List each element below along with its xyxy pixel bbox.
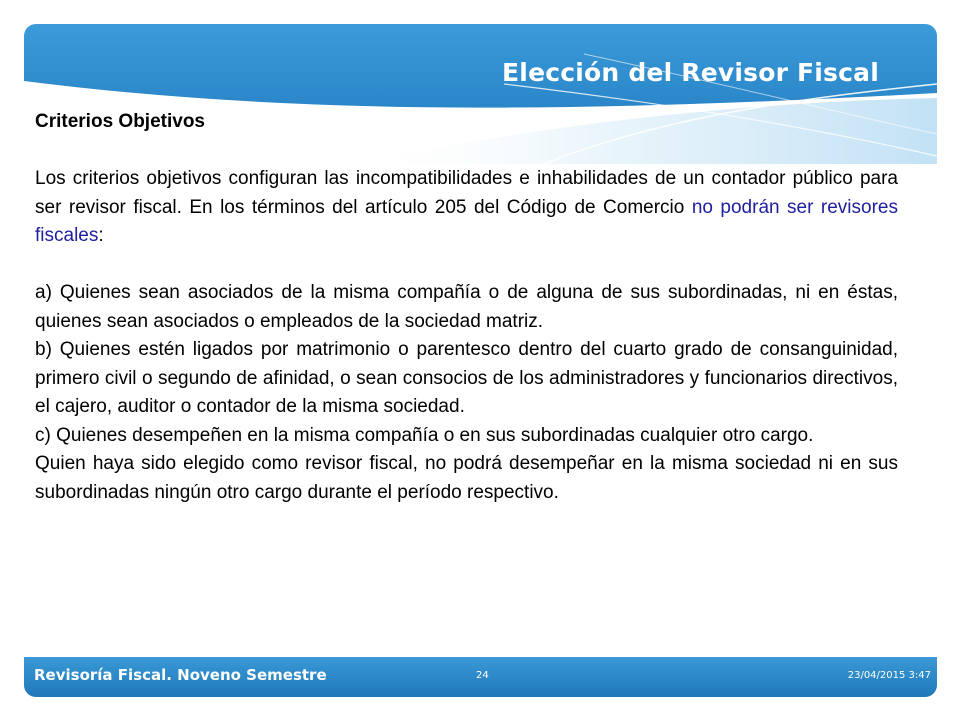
page-title: Elección del Revisor Fiscal <box>502 58 879 87</box>
item-c-paragraph: c) Quienes desempeñen en la misma compañía o en sus subordinadas cualquier otro cargo. <box>35 424 814 446</box>
footer-course-label: Revisoría Fiscal. Noveno Semestre <box>34 666 327 684</box>
intro-paragraph <box>35 165 898 251</box>
footer-date: 23/04/2015 3:47 <box>847 670 931 681</box>
footer-page-number: 24 <box>476 670 489 681</box>
item-a-paragraph: a) Quienes sean asociados de la misma compañía o de alguna de sus subordinadas, ni en éstas, quienes sean asociados o empleados de la sociedad matriz. <box>35 282 898 332</box>
intro-text: Los criterios objetivos configuran las incompatibilidades e inhabilidades de un contador público para ser revisor fiscal. En los términos del artículo 205 del Código de Comercio <box>35 168 898 218</box>
item-b-paragraph: b) Quienes estén ligados por matrimonio o parentesco dentro del cuarto grado de consanguinidad, primero civil o segundo de afinidad, o sean consocios de los administradores y funcionarios directivos, el cajero, auditor o contador de la misma sociedad. <box>35 339 898 417</box>
slide-body <box>35 108 898 507</box>
closing-paragraph: Quien haya sido elegido como revisor fiscal, no podrá desempeñar en la misma sociedad ni en sus subordinadas ningún otro cargo durante el período respectivo. <box>35 453 898 503</box>
intro-end: : <box>98 225 104 246</box>
footer-bar <box>24 657 937 697</box>
intro-highlight: no podrán ser revisores fiscales <box>35 196 898 246</box>
section-heading: Criterios Objetivos <box>35 111 205 132</box>
